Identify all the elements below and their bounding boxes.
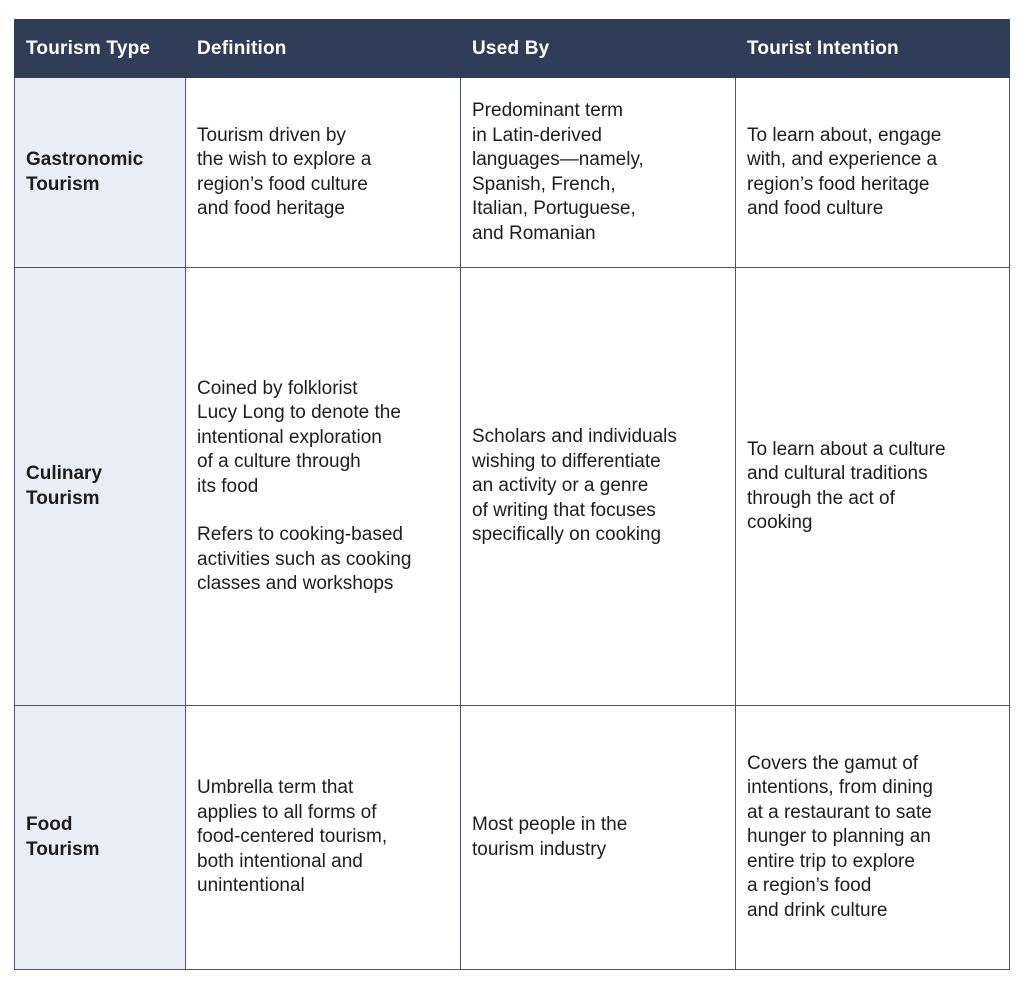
text-line: and food heritage [197, 198, 345, 219]
text-line: applies to all forms of [197, 801, 377, 823]
definition-cell [186, 706, 461, 970]
text-line: cooking [747, 512, 813, 533]
text-line: of writing that focuses [472, 499, 656, 521]
definition-paragraph [197, 776, 449, 899]
used-by-cell [461, 268, 736, 706]
text-line: To learn about, engage [747, 124, 942, 146]
text-line: languages—namely, [472, 149, 644, 170]
text-line: food-centered tourism, [197, 826, 388, 848]
type-cell [15, 78, 186, 268]
used-by-cell [461, 706, 736, 970]
text-line: classes and workshops [197, 573, 394, 594]
text-line: hunger to planning an [747, 826, 931, 848]
used-by-cell [461, 78, 736, 268]
text-line: wishing to differentiate [472, 450, 661, 472]
definition-cell [186, 78, 461, 268]
definition-paragraph [197, 124, 449, 222]
text-line: activities such as cooking [197, 548, 412, 570]
text-line: entire trip to explore [747, 850, 915, 872]
text-line: its food [197, 475, 259, 497]
definition-paragraph [197, 377, 449, 500]
text-line: To learn about a culture [747, 438, 946, 460]
type-line: Tourism [26, 838, 100, 860]
intention-cell [736, 268, 1010, 706]
table-row-food [15, 706, 1010, 970]
header-tourist-intention: Tourist Intention [736, 20, 1010, 78]
text-line: Umbrella term that [197, 777, 354, 799]
text-line: the wish to explore a [197, 149, 372, 170]
text-line: Predominant term [472, 100, 624, 121]
text-line: through the act of [747, 487, 895, 509]
text-line: tourism industry [472, 838, 607, 860]
text-line: Lucy Long to denote the [197, 402, 401, 423]
text-line: Coined by folklorist [197, 377, 358, 399]
text-line: a region’s food [747, 875, 872, 897]
table-row-culinary [15, 268, 1010, 706]
text-line: and drink culture [747, 899, 888, 921]
type-line: Tourism [26, 173, 100, 195]
table-row-gastronomic [15, 78, 1010, 268]
type-cell [15, 706, 186, 970]
text-line: region’s food culture [197, 173, 368, 195]
intention-cell [736, 706, 1010, 970]
text-line: at a restaurant to sate [747, 801, 932, 823]
text-line: and Romanian [472, 222, 596, 244]
text-line: specifically on cooking [472, 524, 662, 546]
type-line: Culinary [26, 463, 103, 484]
text-line: both intentional and [197, 850, 363, 872]
text-line: intentions, from dining [747, 777, 933, 799]
header-used-by: Used By [461, 20, 736, 78]
header-definition: Definition [186, 20, 461, 78]
type-cell [15, 268, 186, 706]
text-line: with, and experience a [747, 149, 938, 170]
type-line: Food [26, 814, 73, 835]
text-line: Italian, Portuguese, [472, 198, 636, 219]
text-line: Scholars and individuals [472, 426, 677, 448]
table-header-row [15, 20, 1010, 78]
text-line: Covers the gamut of [747, 752, 919, 774]
type-line: Tourism [26, 487, 100, 509]
text-line: Most people in the [472, 814, 628, 835]
text-line: of a culture through [197, 451, 361, 472]
text-line: in Latin-derived [472, 124, 602, 146]
definition-cell [186, 268, 461, 706]
text-line: unintentional [197, 875, 305, 897]
tourism-types-table [14, 19, 1010, 970]
text-line: region’s food heritage [747, 173, 930, 195]
definition-paragraph [197, 523, 449, 597]
intention-cell [736, 78, 1010, 268]
text-line: Refers to cooking-based [197, 524, 403, 545]
text-line: Spanish, French, [472, 173, 616, 195]
text-line: intentional exploration [197, 426, 382, 448]
text-line: and food culture [747, 198, 884, 219]
header-tourism-type: Tourism Type [15, 20, 186, 78]
text-line: Tourism driven by [197, 124, 346, 146]
type-line: Gastronomic [26, 149, 144, 170]
text-line: an activity or a genre [472, 475, 649, 497]
text-line: and cultural traditions [747, 463, 928, 484]
